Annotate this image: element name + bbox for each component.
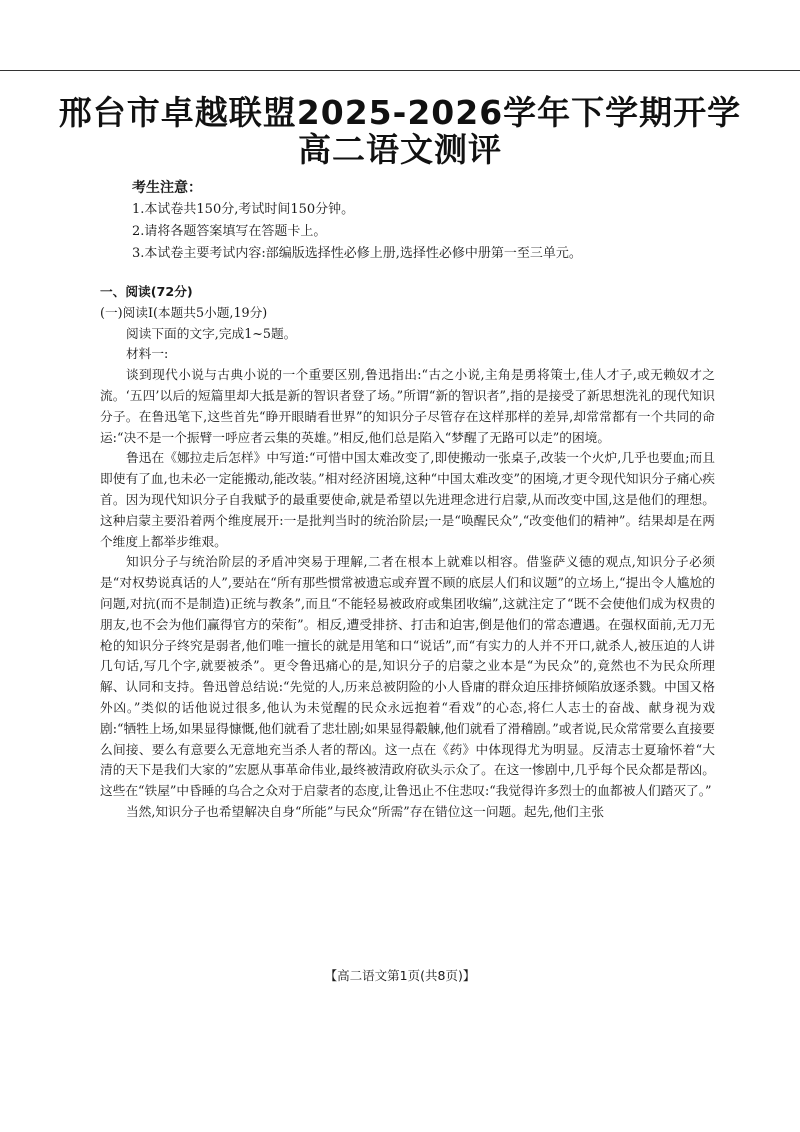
material-paragraph-2: 鲁迅在《娜拉走后怎样》中写道:“可惜中国太难改变了,即使搬动一张桌子,改装一个火炉,几乎也要血;而且即使有了血,也未必一定能搬动,能改装。”相对经济困境,这种“中国太难改变”的困境,才更令现代知识分子痛心疾首。因为现代知识分子自我赋予的最重要使命,就是希望以先进理念进行启蒙,从而改变中国,这是他们的理想。这种启蒙主要沿着两个维度展开:一是批判当时的统治阶层;一是“唤醒民众”,“改变他们的精神”。结果却是在两个维度上都举步维艰。: [100, 450, 715, 549]
section-instruction: 阅读下面的文字,完成1~5题。: [126, 325, 297, 341]
material-paragraph-1: 谈到现代小说与古典小说的一个重要区别,鲁迅指出:“古之小说,主角是勇将策士,佳人才子,或无赖奴才之流。‘五四’以后的短篇里却大抵是新的智识者登了场。”所谓“新的智识者”,指的是接受了新思想洗礼的现代知识分子。在鲁迅笔下,这些首先“睁开眼睛看世界”的知识分子尽管存在这样那样的差异,却常常都有一个共同的命运:“决不是一个振臂一呼应者云集的英雄。”相反,他们总是陷入“梦醒了无路可以走”的困境。: [100, 367, 715, 445]
candidate-notice: [132, 177, 732, 265]
section-heading: 一、阅读(72分): [100, 284, 193, 299]
material-paragraph-4: 当然,知识分子也希望解决自身“所能”与民众“所需”存在错位这一问题。起先,他们主张: [126, 803, 605, 819]
notice-title: 考生注意：: [132, 180, 202, 196]
notice-item-1: 1.本试卷共150分,考试时间150分钟。: [132, 202, 355, 217]
notice-item-2: 2.请将各题答案填写在答题卡上。: [132, 224, 327, 239]
exam-subtitle: 高二语文测评: [298, 130, 502, 169]
notice-item-3: 3.本试卷主要考试内容:部编版选择性必修上册,选择性必修中册第一至三单元。: [132, 246, 582, 261]
reading-section: [100, 282, 715, 823]
page-footer: 【高二语文第1页(共8页)】: [324, 968, 476, 983]
material-paragraph-3: 知识分子与统治阶层的矛盾冲突易于理解,二者在根本上就难以相容。借鉴萨义德的观点,知识分子必须是“对权势说真话的人”,要站在“所有那些惯常被遗忘或弃置不顾的底层人们和议题”的立场上,“提出令人尴尬的问题,对抗(而不是制造)正统与教条”,而且“不能轻易被政府或集团收编”,这就注定了“既不会使他们成为权贵的朋友,也不会为他们赢得官方的荣衔”。相反,遭受排挤、打击和迫害,倒是他们的常态遭遇。在强权面前,无刀无枪的知识分子终究是弱者,他们唯一擅长的就是用笔和口“说话”,而“有实力的人并不开口,就杀人,被压迫的人讲几句话,写几个字,就要被杀”。更令鲁迅痛心的是,知识分子的启蒙之业本是“为民众”的,竟然也不为民众所理解、认同和支持。鲁迅曾总结说:“先觉的人,历来总被阴险的小人昏庸的群众迫压排挤倾陷放逐杀戮。中国又格外凶。”类似的话他说过很多,他认为未觉醒的民众永远抱着“看戏”的心态,将仁人志士的奋战、献身视为戏剧:“牺牲上场,如果显得慷慨,他们就看了悲壮剧;如果显得觳觫,他们就看了滑稽剧。”或者说,民众常常要么直接要么间接、要么有意要么无意地充当杀人者的帮凶。这一点在《药》中体现得尤为明显。反清志士夏瑜怀着“大清的天下是我们大家的”宏愿从事革命伟业,最终被清政府砍头示众了。在这一惨剧中,几乎每个民众都是帮凶。这些在“铁屋”中昏睡的乌合之众对于启蒙者的态度,让鲁迅止不住悲叹:“我觉得许多烈士的血都被人们踏灭了。”: [100, 554, 715, 799]
material-label: 材料一:: [126, 346, 169, 362]
section-subheading: (一)阅读Ⅰ(本题共5小题,19分): [100, 304, 268, 320]
top-rule: [0, 70, 800, 71]
exam-title: 邢台市卓越联盟2025-2026学年下学期开学: [58, 93, 742, 132]
